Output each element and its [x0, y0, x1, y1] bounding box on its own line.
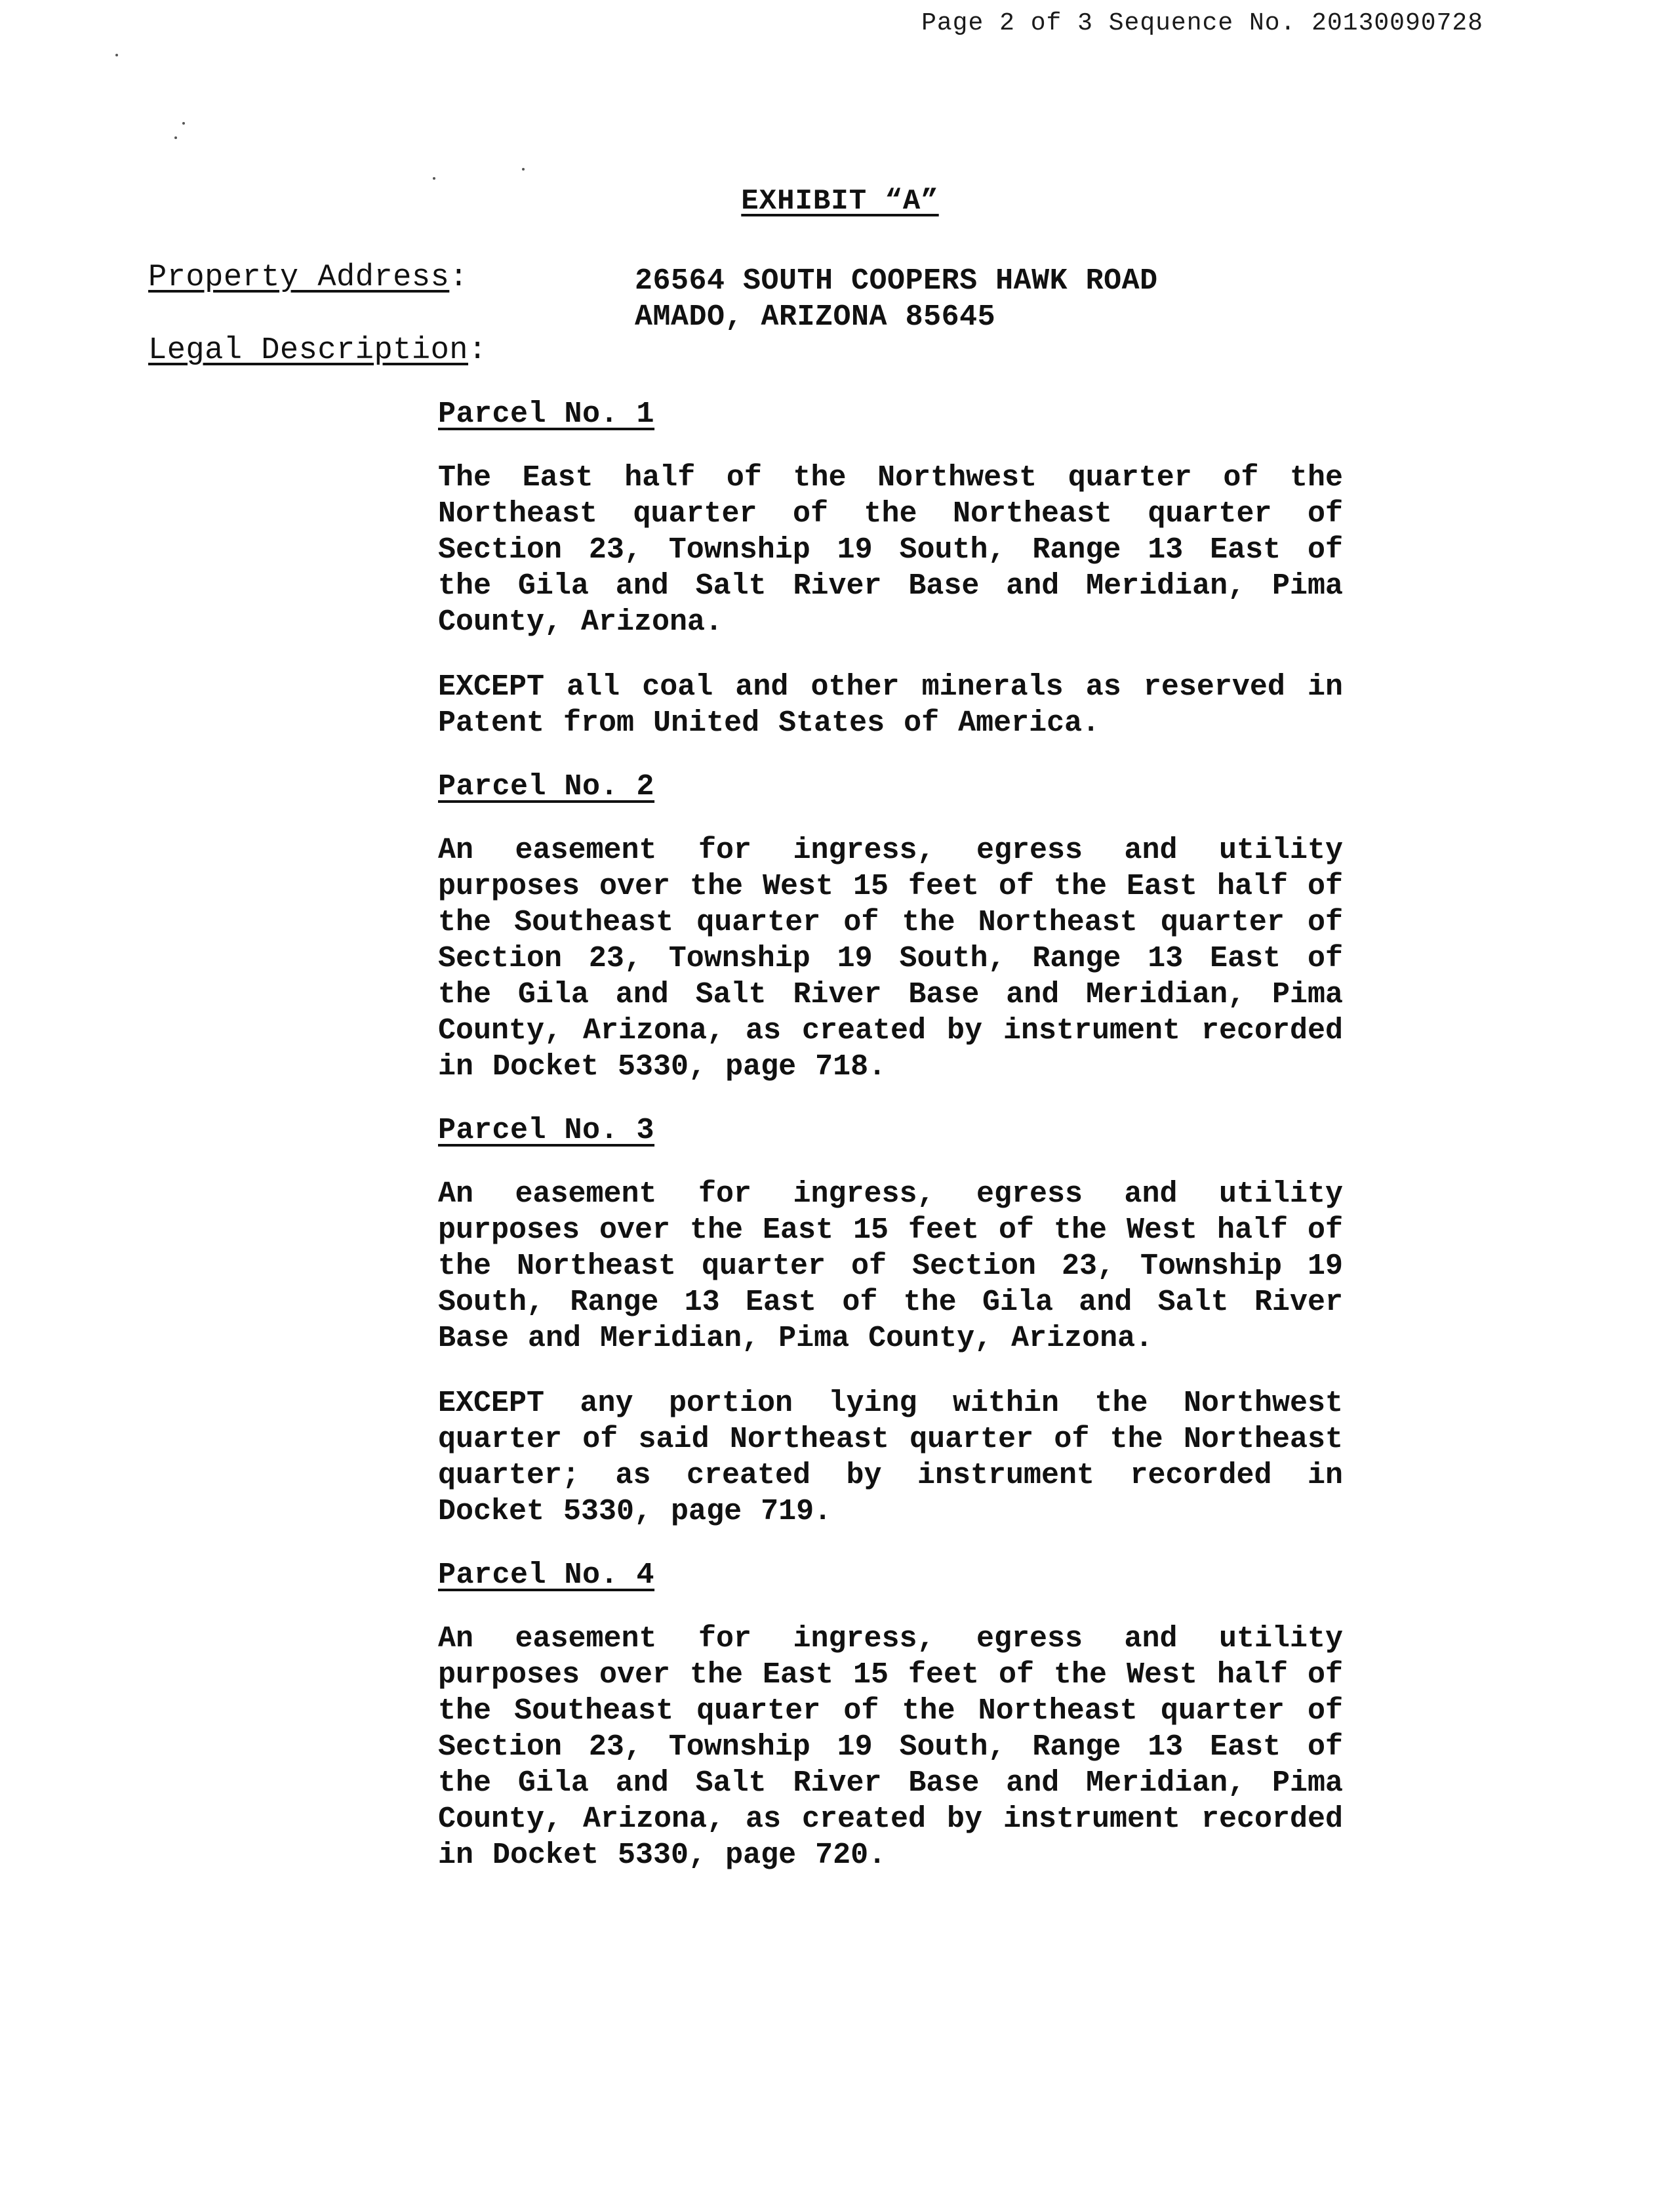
scan-speck: [433, 177, 435, 180]
parcel-heading: Parcel No. 2: [438, 770, 655, 804]
scan-speck: [174, 136, 177, 139]
scan-speck: [522, 168, 525, 171]
parcels-section: [438, 397, 1343, 1902]
page-sequence-header: Page 2 of 3 Sequence No. 20130090728: [921, 9, 1483, 37]
address-line-2: AMADO, ARIZONA 85645: [635, 300, 996, 334]
parcel-heading: Parcel No. 4: [438, 1558, 655, 1592]
property-address-label: Property Address:: [148, 260, 468, 295]
parcel-1: [438, 397, 1343, 741]
legal-description-label: Legal Description:: [148, 333, 487, 368]
scan-speck: [115, 54, 118, 56]
scan-speck: [182, 122, 185, 125]
property-address: [635, 263, 1158, 335]
parcel-paragraph: An easement for ingress, egress and utility purposes over the West 15 feet of the East half of the Southeast quarter of the Northeast quarter of Section 23, Township 19 South, Range 13 East of the Gila and Salt River Base and Meridian, Pima County, Arizona, as created by instrument recorded in Docket 5330, page 718.: [438, 834, 1343, 1084]
parcel-paragraph: The East half of the Northwest quarter of the Northeast quarter of the Northeast quarter of Section 23, Township 19 South, Range 13 East of the Gila and Salt River Base and Meridian, Pima County, Arizona.: [438, 461, 1343, 639]
parcel-paragraph: An easement for ingress, egress and utility purposes over the East 15 feet of the West half of the Southeast quarter of the Northeast quarter of Section 23, Township 19 South, Range 13 East of the Gila and Salt River Base and Meridian, Pima County, Arizona, as created by instrument recorded in Docket 5330, page 720.: [438, 1622, 1343, 1872]
parcel-2: [438, 770, 1343, 1085]
address-line-1: 26564 SOUTH COOPERS HAWK ROAD: [635, 264, 1158, 298]
parcel-heading: Parcel No. 3: [438, 1114, 655, 1147]
exhibit-title: EXHIBIT “A”: [741, 185, 939, 218]
parcel-exception-paragraph: EXCEPT all coal and other minerals as reserved in Patent from United States of America.: [438, 670, 1343, 740]
parcel-3: [438, 1114, 1343, 1530]
parcel-paragraph: An easement for ingress, egress and utility purposes over the East 15 feet of the West half of the Northeast quarter of Section 23, Township 19 South, Range 13 East of the Gila and Salt River Base and Meridian, Pima County, Arizona.: [438, 1177, 1343, 1355]
parcel-4: [438, 1558, 1343, 1873]
parcel-exception-paragraph: EXCEPT any portion lying within the Northwest quarter of said Northeast quarter of the Northeast quarter; as created by instrument recorded in Docket 5330, page 719.: [438, 1387, 1343, 1528]
parcel-heading: Parcel No. 1: [438, 397, 655, 431]
